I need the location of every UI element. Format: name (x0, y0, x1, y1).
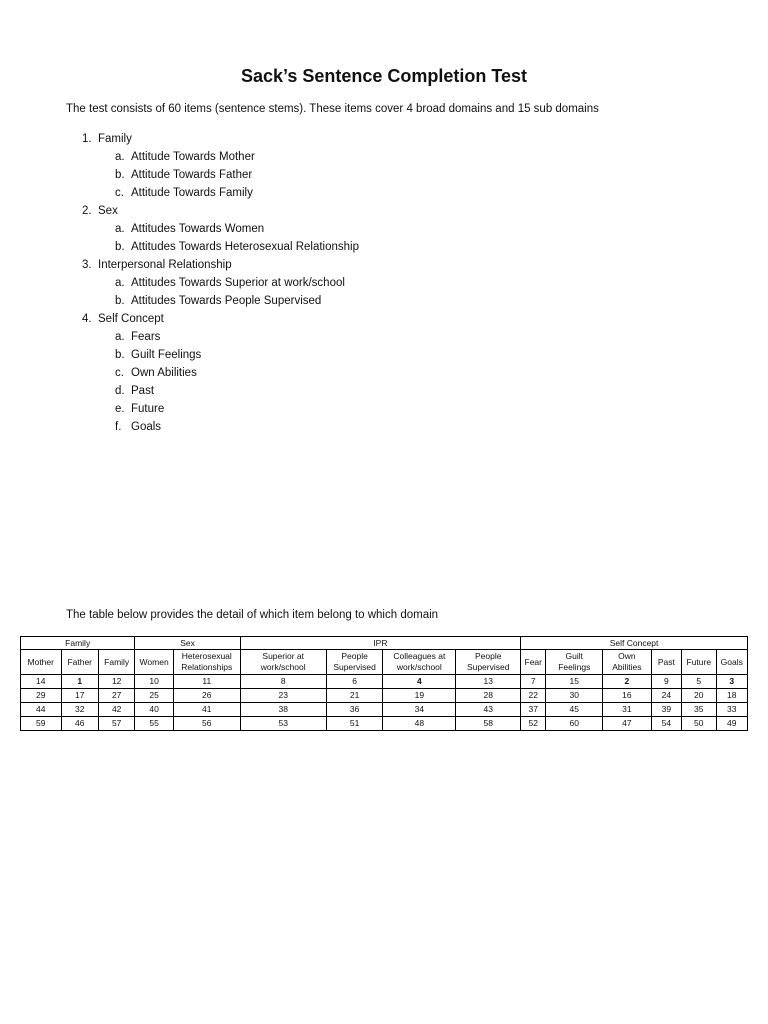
table-cell: 1 (61, 675, 98, 689)
subdomain-item (115, 382, 359, 400)
table-cell: 26 (173, 689, 240, 703)
column-header: Future (682, 650, 716, 675)
subdomain-item (115, 400, 359, 418)
table-row (21, 717, 748, 731)
subdomain-list (82, 220, 359, 256)
subdomain-letter: a. (115, 331, 125, 343)
table-cell: 27 (98, 689, 134, 703)
table-cell: 45 (546, 703, 603, 717)
subdomain-letter: d. (115, 385, 125, 397)
table-cell: 23 (240, 689, 326, 703)
subdomain-letter: c. (115, 367, 124, 379)
table-cell: 13 (456, 675, 521, 689)
subdomain-item (115, 238, 359, 256)
column-header: People Supervised (456, 650, 521, 675)
table-cell: 16 (603, 689, 652, 703)
table-cell: 40 (135, 703, 173, 717)
domain-item (82, 256, 359, 310)
intro-text: The test consists of 60 items (sentence stems). These items cover 4 broad domains and 15 sub domains (66, 103, 599, 115)
subdomain-item (115, 346, 359, 364)
domain-label: Self Concept (98, 313, 164, 325)
table-cell: 11 (173, 675, 240, 689)
table-cell: 47 (603, 717, 652, 731)
group-header: Self Concept (521, 637, 748, 650)
table-cell: 57 (98, 717, 134, 731)
column-header: Colleagues at work/school (383, 650, 456, 675)
subdomain-item (115, 292, 359, 310)
table-cell: 43 (456, 703, 521, 717)
subdomain-label: Attitude Towards Family (131, 187, 253, 199)
table-cell: 44 (21, 703, 62, 717)
subdomain-letter: b. (115, 241, 125, 253)
table-cell: 17 (61, 689, 98, 703)
table-cell: 53 (240, 717, 326, 731)
domain-number: 3. (82, 259, 92, 271)
table-row (21, 703, 748, 717)
column-header: Father (61, 650, 98, 675)
subdomain-letter: f. (115, 421, 122, 433)
subdomain-label: Goals (131, 421, 162, 433)
table-cell: 50 (682, 717, 716, 731)
subdomain-item (115, 364, 359, 382)
table-cell: 51 (326, 717, 383, 731)
table-cell: 36 (326, 703, 383, 717)
table-cell: 46 (61, 717, 98, 731)
subdomain-label: Attitudes Towards Women (131, 223, 265, 235)
subdomain-item (115, 166, 359, 184)
domain-list (82, 130, 359, 436)
table-row (21, 689, 748, 703)
domain-label: Interpersonal Relationship (98, 259, 232, 271)
table-row (21, 675, 748, 689)
group-header: Sex (135, 637, 240, 650)
table-cell: 10 (135, 675, 173, 689)
subdomain-label: Future (131, 403, 165, 415)
column-header: Women (135, 650, 173, 675)
subdomain-letter: b. (115, 349, 125, 361)
subdomain-label: Fears (131, 331, 161, 343)
table-cell: 3 (716, 675, 748, 689)
subdomain-list (82, 328, 359, 436)
subdomain-list (82, 148, 359, 202)
table-cell: 60 (546, 717, 603, 731)
subdomain-item (115, 184, 359, 202)
table-cell: 14 (21, 675, 62, 689)
domain-item (82, 202, 359, 256)
table-cell: 37 (521, 703, 546, 717)
table-cell: 25 (135, 689, 173, 703)
table-cell: 42 (98, 703, 134, 717)
table-cell: 9 (651, 675, 681, 689)
subdomain-label: Attitudes Towards Heterosexual Relationship (131, 241, 359, 253)
subdomain-label: Attitudes Towards People Supervised (131, 295, 322, 307)
subdomain-item (115, 220, 359, 238)
table-cell: 31 (603, 703, 652, 717)
table-cell: 7 (521, 675, 546, 689)
column-header: Guilt Feelings (546, 650, 603, 675)
subdomain-label: Attitudes Towards Superior at work/school (131, 277, 345, 289)
table-cell: 22 (521, 689, 546, 703)
subdomain-letter: e. (115, 403, 125, 415)
subdomain-letter: a. (115, 223, 125, 235)
subdomain-label: Own Abilities (131, 367, 197, 379)
subdomain-letter: b. (115, 295, 125, 307)
table-cell: 30 (546, 689, 603, 703)
subdomain-letter: a. (115, 277, 125, 289)
table-cell: 15 (546, 675, 603, 689)
subdomain-letter: c. (115, 187, 124, 199)
table-cell: 39 (651, 703, 681, 717)
table-cell: 8 (240, 675, 326, 689)
subdomain-label: Attitude Towards Mother (131, 151, 255, 163)
column-header: Fear (521, 650, 546, 675)
table-cell: 33 (716, 703, 748, 717)
table-cell: 58 (456, 717, 521, 731)
table-cell: 56 (173, 717, 240, 731)
table-cell: 59 (21, 717, 62, 731)
table-cell: 2 (603, 675, 652, 689)
table-cell: 28 (456, 689, 521, 703)
subdomain-item (115, 274, 359, 292)
table-cell: 55 (135, 717, 173, 731)
subdomain-item (115, 418, 359, 436)
table-cell: 35 (682, 703, 716, 717)
table-cell: 6 (326, 675, 383, 689)
table-cell: 54 (651, 717, 681, 731)
table-cell: 5 (682, 675, 716, 689)
column-header: Mother (21, 650, 62, 675)
column-header: Own Abilities (603, 650, 652, 675)
domain-number: 2. (82, 205, 92, 217)
table-cell: 52 (521, 717, 546, 731)
table-cell: 41 (173, 703, 240, 717)
subdomain-letter: a. (115, 151, 125, 163)
table-cell: 20 (682, 689, 716, 703)
domain-label: Family (98, 133, 132, 145)
page-title: Sack’s Sentence Completion Test (240, 66, 528, 86)
table-cell: 38 (240, 703, 326, 717)
item-domain-table (20, 636, 748, 731)
table-cell: 18 (716, 689, 748, 703)
domain-label: Sex (98, 205, 118, 217)
table-cell: 24 (651, 689, 681, 703)
subdomain-label: Guilt Feelings (131, 349, 202, 361)
column-header: Past (651, 650, 681, 675)
column-header: Superior at work/school (240, 650, 326, 675)
subdomain-label: Attitude Towards Father (131, 169, 253, 181)
table-cell: 4 (383, 675, 456, 689)
domain-item (82, 130, 359, 202)
domain-number: 1. (82, 133, 92, 145)
table-caption: The table below provides the detail of which item belong to which domain (66, 609, 439, 621)
table-cell: 19 (383, 689, 456, 703)
column-header: Goals (716, 650, 748, 675)
domain-item (82, 310, 359, 436)
table-cell: 32 (61, 703, 98, 717)
domain-number: 4. (82, 313, 92, 325)
table-header-row (21, 650, 748, 675)
group-header: Family (21, 637, 135, 650)
subdomain-label: Past (131, 385, 155, 397)
column-header: Family (98, 650, 134, 675)
table-cell: 29 (21, 689, 62, 703)
table-cell: 21 (326, 689, 383, 703)
table-cell: 34 (383, 703, 456, 717)
column-header: Heterosexual Relationships (173, 650, 240, 675)
table-cell: 48 (383, 717, 456, 731)
subdomain-item (115, 328, 359, 346)
table-cell: 12 (98, 675, 134, 689)
table-cell: 49 (716, 717, 748, 731)
column-header: People Supervised (326, 650, 383, 675)
subdomain-list (82, 274, 359, 310)
table-group-row (21, 637, 748, 650)
subdomain-letter: b. (115, 169, 125, 181)
group-header: IPR (240, 637, 520, 650)
subdomain-item (115, 148, 359, 166)
